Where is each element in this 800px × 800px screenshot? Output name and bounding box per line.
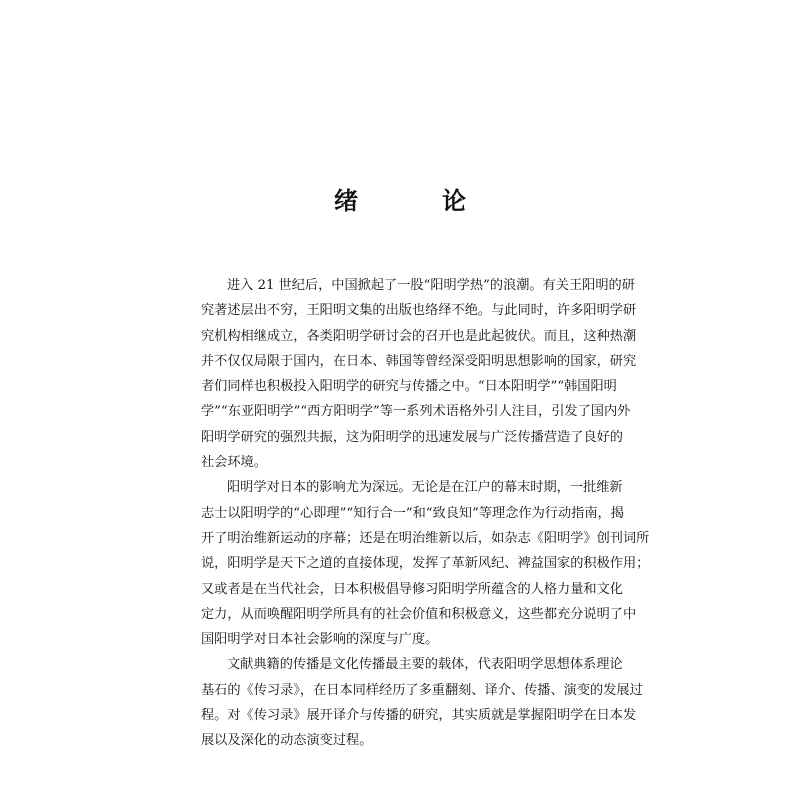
- paragraph-2-line: 说，阳明学是天下之道的直接体现，发挥了革新风纪、裨益国家的积极作用；: [201, 556, 650, 572]
- chapter-title: 绪 论: [334, 186, 496, 215]
- paragraph-3-line: 基石的《传习录》，在日本同样经历了多重翻刻、译介、传播、演变的发展过: [201, 682, 643, 698]
- body-text: [201, 273, 650, 754]
- paragraph-2-line: 定力，从而唤醒阳明学所具有的社会价值和积极意义，这些都充分说明了中: [201, 606, 637, 622]
- paragraph-1-line: 者们同样也积极投入阳明学的研究与传播之中。“日本阳明学”“韩国阳明: [201, 379, 617, 395]
- paragraph-3-line: 文献典籍的传播是文化传播最主要的载体，代表阳明学思想体系理论: [227, 657, 623, 673]
- paragraph-2-line: 志士以阳明学的“心即理”“知行合一”和“致良知”等理念作为行动指南，揭: [201, 505, 624, 521]
- paragraph-1-line: 社会环境。: [201, 455, 267, 471]
- paragraph-1-line: 究机构相继成立，各类阳明学研讨会的召开也是此起彼伏。而且，这种热潮: [201, 328, 637, 344]
- paragraph-1-line: 并不仅仅局限于国内，在日本、韩国等曾经深受阳明思想影响的国家，研究: [201, 353, 637, 369]
- paragraph-1-line: 阳明学研究的强烈共振，这为阳明学的迅速发展与广泛传播营造了良好的: [201, 429, 623, 445]
- paragraph-1-line: 进入 21 世纪后，中国掀起了一股“阳明学热”的浪潮。有关王阳明的研: [227, 278, 635, 293]
- paragraph-2-line: 又或者是在当代社会，日本积极倡导修习阳明学所蕴含的人格力量和文化: [201, 581, 623, 597]
- paragraph-1-line: 学”“东亚阳明学”“西方阳明学”等一系列术语格外引人注目，引发了国内外: [201, 404, 631, 420]
- paragraph-2-line: 开了明治维新运动的序幕；还是在明治维新以后，如杂志《阳明学》创刊词所: [201, 530, 650, 546]
- paragraph-3-line: 程。对《传习录》展开译介与传播的研究，其实质就是掌握阳明学在日本发: [201, 708, 637, 724]
- paragraph-2-line: 阳明学对日本的影响尤为深远。无论是在江户的幕末时期，一批维新: [227, 480, 623, 496]
- paragraph-2-line: 国阳明学对日本社会影响的深度与广度。: [201, 632, 439, 648]
- paragraph-3-line: 展以及深化的动态演变过程。: [201, 733, 373, 749]
- paragraph-1-line: 究著述层出不穷，王阳明文集的出版也络绎不绝。与此同时，许多阳明学研: [201, 303, 637, 319]
